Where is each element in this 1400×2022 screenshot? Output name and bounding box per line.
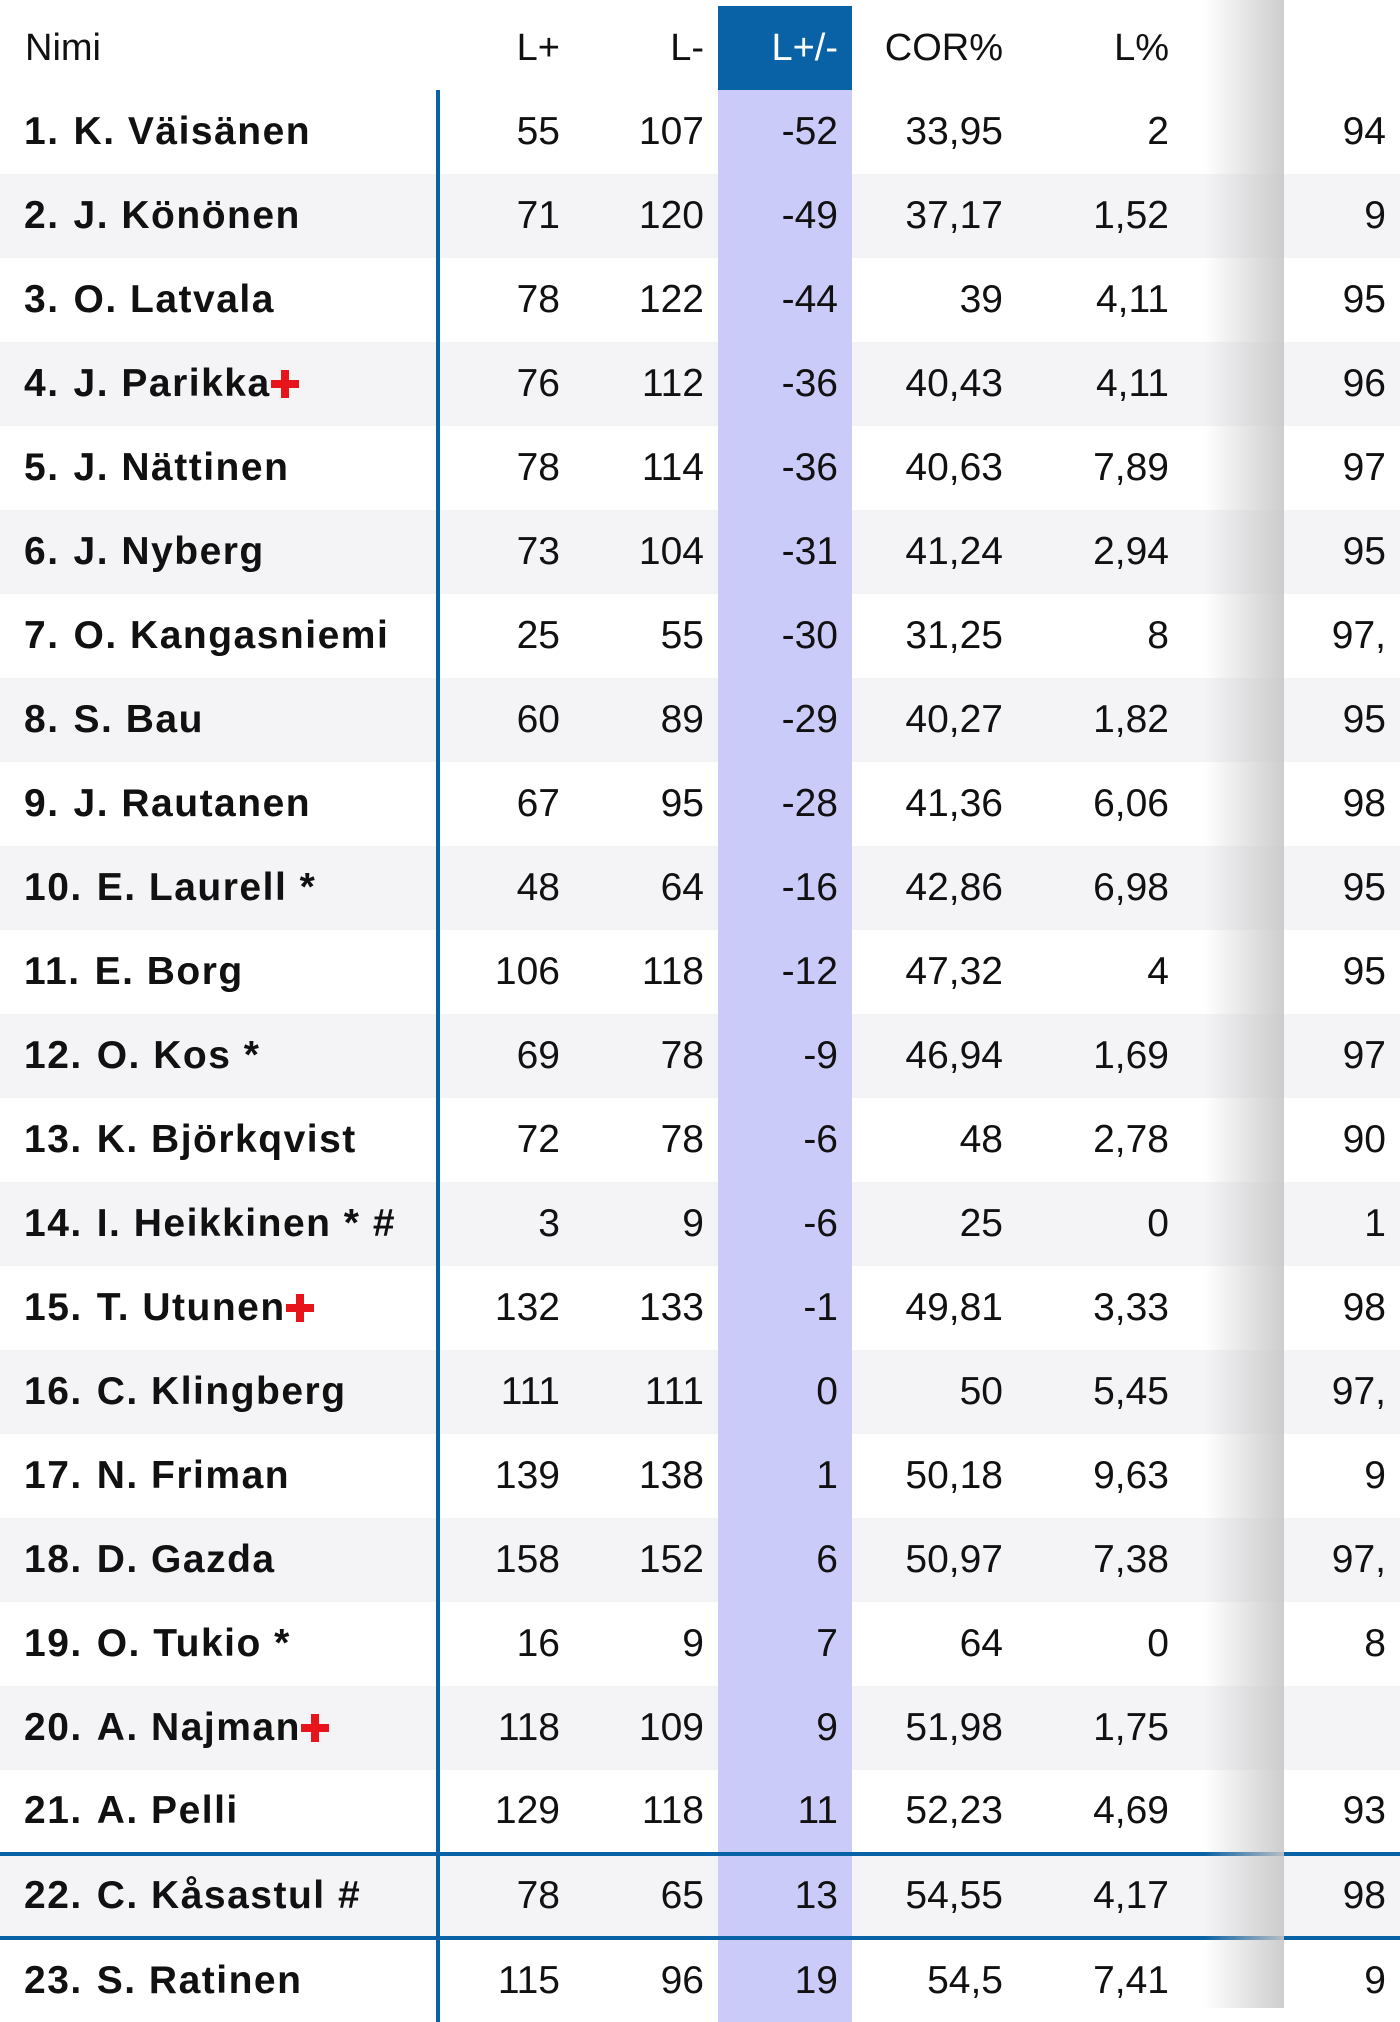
extra-cell: 95 bbox=[1183, 510, 1400, 594]
plus-minus-cell: -6 bbox=[718, 1098, 852, 1182]
l-plus-cell: 25 bbox=[438, 594, 574, 678]
table-row[interactable] bbox=[0, 1770, 1400, 1854]
l-plus-cell: 71 bbox=[438, 174, 574, 258]
cor-pct-cell: 42,86 bbox=[852, 846, 1017, 930]
rank-number: 14. bbox=[24, 1202, 83, 1245]
table-row[interactable] bbox=[0, 1938, 1400, 2022]
rank-number: 3. bbox=[24, 278, 60, 321]
l-pct-cell: 1,82 bbox=[1017, 678, 1183, 762]
table-row[interactable] bbox=[0, 1686, 1400, 1770]
rank-number: 7. bbox=[24, 614, 60, 657]
l-plus-cell: 78 bbox=[438, 258, 574, 342]
plus-minus-cell: -44 bbox=[718, 258, 852, 342]
l-pct-cell: 1,52 bbox=[1017, 174, 1183, 258]
extra-cell: 98 bbox=[1183, 1266, 1400, 1350]
cor-pct-cell: 41,24 bbox=[852, 510, 1017, 594]
l-pct-cell: 2,94 bbox=[1017, 510, 1183, 594]
l-minus-cell: 9 bbox=[574, 1602, 718, 1686]
plus-minus-cell: -29 bbox=[718, 678, 852, 762]
table-row[interactable] bbox=[0, 846, 1400, 930]
player-name-cell[interactable] bbox=[0, 930, 438, 1014]
plus-minus-cell: 6 bbox=[718, 1518, 852, 1602]
rank-number: 4. bbox=[24, 362, 60, 405]
cor-pct-cell: 40,43 bbox=[852, 342, 1017, 426]
table-row[interactable] bbox=[0, 1854, 1400, 1938]
extra-cell: 94 bbox=[1183, 90, 1400, 174]
player-name-cell[interactable] bbox=[0, 510, 438, 594]
player-name-cell[interactable] bbox=[0, 90, 438, 174]
extra-cell: 98 bbox=[1183, 1854, 1400, 1938]
l-minus-cell: 78 bbox=[574, 1014, 718, 1098]
plus-minus-cell: -30 bbox=[718, 594, 852, 678]
rank-number: 1. bbox=[24, 110, 60, 153]
plus-minus-cell: -49 bbox=[718, 174, 852, 258]
l-plus-cell: 48 bbox=[438, 846, 574, 930]
extra-cell: 1 bbox=[1183, 1182, 1400, 1266]
plus-minus-cell: 1 bbox=[718, 1434, 852, 1518]
table-row[interactable] bbox=[0, 342, 1400, 426]
player-name-cell[interactable] bbox=[0, 1434, 438, 1518]
l-plus-cell: 115 bbox=[438, 1938, 574, 2022]
injury-cross-icon bbox=[271, 370, 299, 398]
column-header-plus-minus-sorted[interactable]: L+/- bbox=[718, 6, 852, 90]
l-plus-cell: 78 bbox=[438, 426, 574, 510]
rank-number: 21. bbox=[24, 1789, 83, 1832]
l-pct-cell: 4,17 bbox=[1017, 1854, 1183, 1938]
rank-number: 5. bbox=[24, 446, 60, 489]
table-row[interactable] bbox=[0, 678, 1400, 762]
player-name-cell[interactable] bbox=[0, 1518, 438, 1602]
player-name-cell[interactable] bbox=[0, 762, 438, 846]
rank-number: 19. bbox=[24, 1622, 83, 1665]
l-pct-cell: 2 bbox=[1017, 90, 1183, 174]
l-minus-cell: 133 bbox=[574, 1266, 718, 1350]
l-pct-cell: 4,69 bbox=[1017, 1770, 1183, 1854]
l-pct-cell: 9,63 bbox=[1017, 1434, 1183, 1518]
l-pct-cell: 5,45 bbox=[1017, 1350, 1183, 1434]
player-name[interactable]: J. Könönen bbox=[73, 194, 301, 237]
table-row[interactable] bbox=[0, 1434, 1400, 1518]
player-name-cell[interactable] bbox=[0, 846, 438, 930]
player-name[interactable]: E. Borg bbox=[94, 950, 244, 993]
l-minus-cell: 95 bbox=[574, 762, 718, 846]
plus-minus-cell: -16 bbox=[718, 846, 852, 930]
player-name[interactable]: C. Klingberg bbox=[96, 1370, 347, 1413]
player-name-cell[interactable] bbox=[0, 594, 438, 678]
player-name-cell[interactable] bbox=[0, 1686, 438, 1770]
cor-pct-cell: 41,36 bbox=[852, 762, 1017, 846]
player-name-cell[interactable] bbox=[0, 1182, 438, 1266]
player-name-cell[interactable] bbox=[0, 1014, 438, 1098]
cor-pct-cell: 33,95 bbox=[852, 90, 1017, 174]
l-plus-cell: 132 bbox=[438, 1266, 574, 1350]
l-plus-cell: 67 bbox=[438, 762, 574, 846]
l-minus-cell: 65 bbox=[574, 1854, 718, 1938]
l-minus-cell: 118 bbox=[574, 1770, 718, 1854]
l-minus-cell: 138 bbox=[574, 1434, 718, 1518]
cor-pct-cell: 54,55 bbox=[852, 1854, 1017, 1938]
extra-cell bbox=[1183, 1686, 1400, 1770]
player-name[interactable]: J. Nyberg bbox=[73, 530, 265, 573]
plus-minus-cell: 11 bbox=[718, 1770, 852, 1854]
l-pct-cell: 7,38 bbox=[1017, 1518, 1183, 1602]
plus-minus-cell: -52 bbox=[718, 90, 852, 174]
extra-cell: 95 bbox=[1183, 930, 1400, 1014]
player-name-cell[interactable] bbox=[0, 1350, 438, 1434]
player-name[interactable]: I. Heikkinen * # bbox=[96, 1202, 397, 1245]
l-minus-cell: 112 bbox=[574, 342, 718, 426]
extra-cell: 9 bbox=[1183, 174, 1400, 258]
injury-cross-icon bbox=[286, 1294, 314, 1322]
player-name[interactable]: O. Latvala bbox=[73, 278, 275, 321]
player-name[interactable]: T. Utunen bbox=[96, 1286, 286, 1329]
player-name-cell[interactable] bbox=[0, 678, 438, 762]
table-header-row bbox=[0, 6, 1400, 90]
extra-cell: 97 bbox=[1183, 426, 1400, 510]
table-row[interactable] bbox=[0, 1098, 1400, 1182]
l-pct-cell: 0 bbox=[1017, 1602, 1183, 1686]
l-plus-cell: 72 bbox=[438, 1098, 574, 1182]
player-name-cell[interactable] bbox=[0, 1854, 438, 1938]
l-plus-cell: 3 bbox=[438, 1182, 574, 1266]
l-plus-cell: 76 bbox=[438, 342, 574, 426]
player-name[interactable]: E. Laurell * bbox=[96, 866, 317, 909]
column-header-l-pct[interactable]: L% bbox=[1017, 6, 1183, 90]
l-minus-cell: 104 bbox=[574, 510, 718, 594]
l-plus-cell: 118 bbox=[438, 1686, 574, 1770]
l-minus-cell: 55 bbox=[574, 594, 718, 678]
column-header-cor-pct[interactable]: COR% bbox=[852, 6, 1017, 90]
l-pct-cell: 6,98 bbox=[1017, 846, 1183, 930]
table-body bbox=[0, 90, 1400, 2022]
player-name-cell[interactable] bbox=[0, 1938, 438, 2022]
plus-minus-cell: -9 bbox=[718, 1014, 852, 1098]
player-name-cell[interactable] bbox=[0, 426, 438, 510]
player-name[interactable]: N. Friman bbox=[96, 1454, 291, 1497]
l-plus-cell: 129 bbox=[438, 1770, 574, 1854]
player-name[interactable]: C. Kåsastul # bbox=[96, 1874, 362, 1917]
l-plus-cell: 78 bbox=[438, 1854, 574, 1938]
player-name[interactable]: A. Najman bbox=[96, 1706, 301, 1749]
cor-pct-cell: 49,81 bbox=[852, 1266, 1017, 1350]
column-header-name[interactable]: Nimi bbox=[0, 6, 438, 90]
plus-minus-cell: -6 bbox=[718, 1182, 852, 1266]
player-name[interactable]: D. Gazda bbox=[96, 1538, 276, 1581]
player-name[interactable]: K. Björkqvist bbox=[96, 1118, 357, 1161]
plus-minus-cell: -1 bbox=[718, 1266, 852, 1350]
cor-pct-cell: 39 bbox=[852, 258, 1017, 342]
player-name[interactable]: K. Väisänen bbox=[73, 110, 312, 153]
l-minus-cell: 152 bbox=[574, 1518, 718, 1602]
cor-pct-cell: 52,23 bbox=[852, 1770, 1017, 1854]
l-plus-cell: 73 bbox=[438, 510, 574, 594]
player-name[interactable]: S. Bau bbox=[73, 698, 204, 741]
cor-pct-cell: 40,27 bbox=[852, 678, 1017, 762]
plus-minus-cell: 0 bbox=[718, 1350, 852, 1434]
l-pct-cell: 4 bbox=[1017, 930, 1183, 1014]
l-minus-cell: 109 bbox=[574, 1686, 718, 1770]
table-row[interactable] bbox=[0, 594, 1400, 678]
l-pct-cell: 1,75 bbox=[1017, 1686, 1183, 1770]
rank-number: 23. bbox=[24, 1959, 83, 2002]
rank-number: 20. bbox=[24, 1706, 83, 1749]
rank-number: 10. bbox=[24, 866, 83, 909]
player-name-cell[interactable] bbox=[0, 1770, 438, 1854]
extra-cell: 97, bbox=[1183, 1350, 1400, 1434]
extra-cell: 90 bbox=[1183, 1098, 1400, 1182]
l-plus-cell: 139 bbox=[438, 1434, 574, 1518]
player-name-cell[interactable] bbox=[0, 258, 438, 342]
l-minus-cell: 122 bbox=[574, 258, 718, 342]
player-name[interactable]: O. Kos * bbox=[96, 1034, 261, 1077]
cor-pct-cell: 46,94 bbox=[852, 1014, 1017, 1098]
l-plus-cell: 55 bbox=[438, 90, 574, 174]
l-pct-cell: 7,89 bbox=[1017, 426, 1183, 510]
table-row[interactable] bbox=[0, 510, 1400, 594]
l-pct-cell: 6,06 bbox=[1017, 762, 1183, 846]
l-plus-cell: 60 bbox=[438, 678, 574, 762]
rank-number: 9. bbox=[24, 782, 60, 825]
plus-minus-cell: 9 bbox=[718, 1686, 852, 1770]
plus-minus-cell: -28 bbox=[718, 762, 852, 846]
l-minus-cell: 118 bbox=[574, 930, 718, 1014]
player-name-cell[interactable] bbox=[0, 174, 438, 258]
extra-cell: 97, bbox=[1183, 1518, 1400, 1602]
injury-cross-icon bbox=[301, 1714, 329, 1742]
table-row[interactable] bbox=[0, 258, 1400, 342]
plus-minus-cell: -12 bbox=[718, 930, 852, 1014]
l-pct-cell: 3,33 bbox=[1017, 1266, 1183, 1350]
l-minus-cell: 89 bbox=[574, 678, 718, 762]
table-row[interactable] bbox=[0, 1266, 1400, 1350]
player-name[interactable]: O. Tukio * bbox=[96, 1622, 291, 1665]
l-minus-cell: 120 bbox=[574, 174, 718, 258]
rank-number: 18. bbox=[24, 1538, 83, 1581]
extra-cell: 97, bbox=[1183, 594, 1400, 678]
extra-cell: 95 bbox=[1183, 258, 1400, 342]
l-minus-cell: 9 bbox=[574, 1182, 718, 1266]
cor-pct-cell: 54,5 bbox=[852, 1938, 1017, 2022]
l-minus-cell: 107 bbox=[574, 90, 718, 174]
plus-minus-cell: 13 bbox=[718, 1854, 852, 1938]
rank-number: 12. bbox=[24, 1034, 83, 1077]
l-plus-cell: 106 bbox=[438, 930, 574, 1014]
player-name[interactable]: O. Kangasniemi bbox=[73, 614, 390, 657]
player-name-cell[interactable] bbox=[0, 1602, 438, 1686]
rank-number: 13. bbox=[24, 1118, 83, 1161]
l-pct-cell: 7,41 bbox=[1017, 1938, 1183, 2022]
table-row[interactable] bbox=[0, 174, 1400, 258]
cor-pct-cell: 47,32 bbox=[852, 930, 1017, 1014]
extra-cell: 9 bbox=[1183, 1938, 1400, 2022]
extra-cell: 9 bbox=[1183, 1434, 1400, 1518]
plus-minus-cell: -36 bbox=[718, 426, 852, 510]
l-plus-cell: 16 bbox=[438, 1602, 574, 1686]
column-header-l-plus[interactable]: L+ bbox=[438, 6, 574, 90]
table-row[interactable] bbox=[0, 1518, 1400, 1602]
table-row[interactable] bbox=[0, 1602, 1400, 1686]
l-plus-cell: 158 bbox=[438, 1518, 574, 1602]
plus-minus-cell: 7 bbox=[718, 1602, 852, 1686]
extra-cell: 95 bbox=[1183, 678, 1400, 762]
cor-pct-cell: 40,63 bbox=[852, 426, 1017, 510]
table-row[interactable] bbox=[0, 1014, 1400, 1098]
l-pct-cell: 4,11 bbox=[1017, 258, 1183, 342]
rank-number: 15. bbox=[24, 1286, 83, 1329]
player-stats-table-container bbox=[0, 6, 1386, 2008]
table-row[interactable] bbox=[0, 1182, 1400, 1266]
plus-minus-cell: 19 bbox=[718, 1938, 852, 2022]
table-row[interactable] bbox=[0, 1350, 1400, 1434]
l-plus-cell: 111 bbox=[438, 1350, 574, 1434]
plus-minus-cell: -31 bbox=[718, 510, 852, 594]
player-stats-table bbox=[0, 6, 1400, 2022]
l-pct-cell: 2,78 bbox=[1017, 1098, 1183, 1182]
table-row[interactable] bbox=[0, 426, 1400, 510]
cor-pct-cell: 48 bbox=[852, 1098, 1017, 1182]
l-pct-cell: 8 bbox=[1017, 594, 1183, 678]
plus-minus-cell: -36 bbox=[718, 342, 852, 426]
cor-pct-cell: 31,25 bbox=[852, 594, 1017, 678]
player-name[interactable]: J. Rautanen bbox=[73, 782, 312, 825]
l-pct-cell: 1,69 bbox=[1017, 1014, 1183, 1098]
rank-number: 8. bbox=[24, 698, 60, 741]
table-row[interactable] bbox=[0, 90, 1400, 174]
extra-cell: 96 bbox=[1183, 342, 1400, 426]
cor-pct-cell: 51,98 bbox=[852, 1686, 1017, 1770]
l-minus-cell: 96 bbox=[574, 1938, 718, 2022]
rank-number: 6. bbox=[24, 530, 60, 573]
cor-pct-cell: 50,18 bbox=[852, 1434, 1017, 1518]
column-header-extra[interactable] bbox=[1183, 6, 1400, 90]
rank-number: 11. bbox=[24, 950, 81, 993]
column-header-l-minus[interactable]: L- bbox=[574, 6, 718, 90]
l-pct-cell: 4,11 bbox=[1017, 342, 1183, 426]
table-row[interactable] bbox=[0, 762, 1400, 846]
player-name-cell[interactable] bbox=[0, 1266, 438, 1350]
extra-cell: 97 bbox=[1183, 1014, 1400, 1098]
rank-number: 17. bbox=[24, 1454, 83, 1497]
extra-cell: 93 bbox=[1183, 1770, 1400, 1854]
extra-cell: 8 bbox=[1183, 1602, 1400, 1686]
player-name-cell[interactable] bbox=[0, 1098, 438, 1182]
player-name[interactable]: A. Pelli bbox=[96, 1789, 239, 1832]
extra-cell: 95 bbox=[1183, 846, 1400, 930]
l-minus-cell: 78 bbox=[574, 1098, 718, 1182]
l-minus-cell: 111 bbox=[574, 1350, 718, 1434]
l-minus-cell: 64 bbox=[574, 846, 718, 930]
player-name[interactable]: J. Nättinen bbox=[73, 446, 290, 489]
cor-pct-cell: 25 bbox=[852, 1182, 1017, 1266]
l-pct-cell: 0 bbox=[1017, 1182, 1183, 1266]
player-name[interactable]: J. Parikka bbox=[73, 362, 271, 405]
table-row[interactable] bbox=[0, 930, 1400, 1014]
l-plus-cell: 69 bbox=[438, 1014, 574, 1098]
extra-cell: 98 bbox=[1183, 762, 1400, 846]
cor-pct-cell: 50,97 bbox=[852, 1518, 1017, 1602]
cor-pct-cell: 50 bbox=[852, 1350, 1017, 1434]
rank-number: 16. bbox=[24, 1370, 83, 1413]
rank-number: 2. bbox=[24, 194, 60, 237]
cor-pct-cell: 37,17 bbox=[852, 174, 1017, 258]
cor-pct-cell: 64 bbox=[852, 1602, 1017, 1686]
rank-number: 22. bbox=[24, 1874, 83, 1917]
player-name[interactable]: S. Ratinen bbox=[96, 1959, 303, 2002]
l-minus-cell: 114 bbox=[574, 426, 718, 510]
player-name-cell[interactable] bbox=[0, 342, 438, 426]
